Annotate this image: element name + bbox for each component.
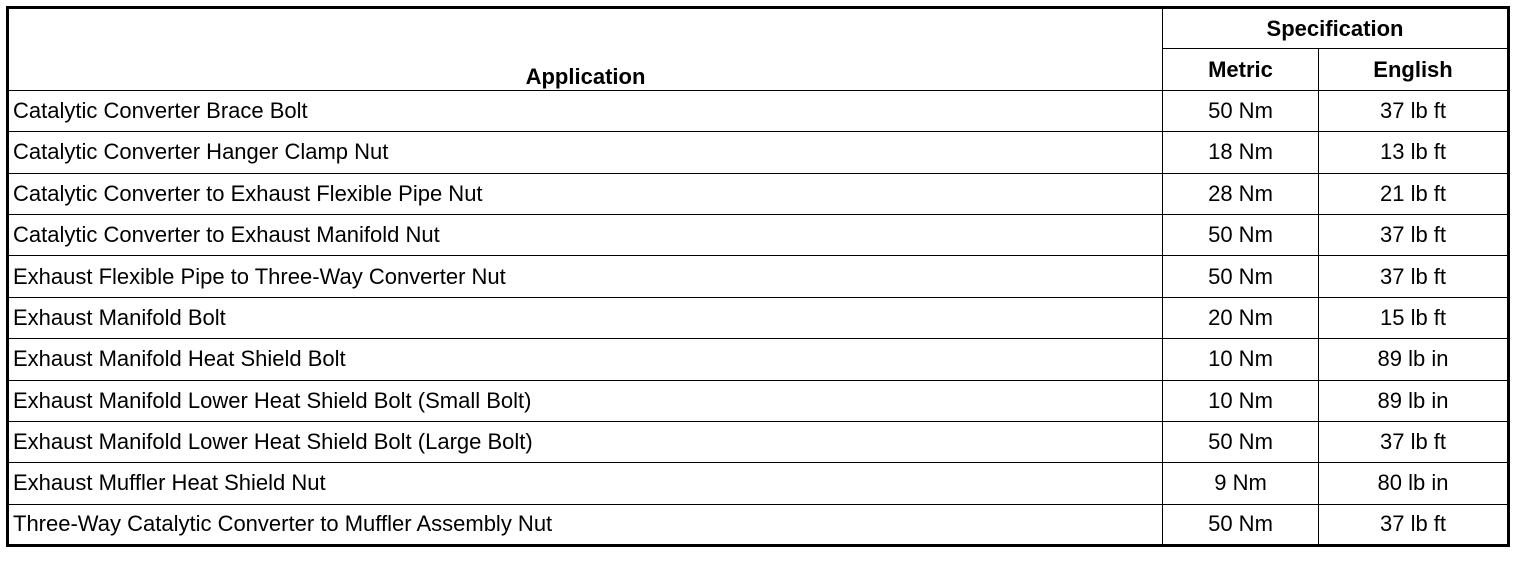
table-row [8, 297, 1509, 338]
table-row [8, 132, 1509, 173]
application-cell: Exhaust Muffler Heat Shield Nut [8, 463, 1163, 504]
metric-cell: 28 Nm [1163, 173, 1319, 214]
english-cell: 80 lb in [1319, 463, 1509, 504]
table-row [8, 173, 1509, 214]
metric-cell: 10 Nm [1163, 380, 1319, 421]
application-header: Application [8, 8, 1163, 91]
metric-cell: 50 Nm [1163, 421, 1319, 462]
header-row-top [8, 8, 1509, 49]
english-cell: 13 lb ft [1319, 132, 1509, 173]
table-row [8, 90, 1509, 131]
metric-cell: 18 Nm [1163, 132, 1319, 173]
table-row [8, 339, 1509, 380]
application-cell: Exhaust Manifold Heat Shield Bolt [8, 339, 1163, 380]
application-cell: Three-Way Catalytic Converter to Muffler Assembly Nut [8, 504, 1163, 545]
english-header: English [1319, 49, 1509, 90]
english-cell: 37 lb ft [1319, 90, 1509, 131]
table-row [8, 214, 1509, 255]
table-row [8, 256, 1509, 297]
application-cell: Catalytic Converter Brace Bolt [8, 90, 1163, 131]
metric-cell: 9 Nm [1163, 463, 1319, 504]
application-cell: Exhaust Manifold Bolt [8, 297, 1163, 338]
application-cell: Catalytic Converter to Exhaust Manifold Nut [8, 214, 1163, 255]
metric-cell: 10 Nm [1163, 339, 1319, 380]
english-cell: 37 lb ft [1319, 421, 1509, 462]
table-row [8, 380, 1509, 421]
application-cell: Exhaust Manifold Lower Heat Shield Bolt (Large Bolt) [8, 421, 1163, 462]
english-cell: 15 lb ft [1319, 297, 1509, 338]
torque-spec-table [6, 6, 1510, 547]
application-cell: Exhaust Manifold Lower Heat Shield Bolt (Small Bolt) [8, 380, 1163, 421]
table-row [8, 504, 1509, 545]
application-cell: Catalytic Converter Hanger Clamp Nut [8, 132, 1163, 173]
specification-header: Specification [1163, 8, 1509, 49]
english-cell: 89 lb in [1319, 339, 1509, 380]
english-cell: 37 lb ft [1319, 214, 1509, 255]
metric-cell: 50 Nm [1163, 504, 1319, 545]
english-cell: 21 lb ft [1319, 173, 1509, 214]
english-cell: 37 lb ft [1319, 504, 1509, 545]
metric-cell: 50 Nm [1163, 214, 1319, 255]
metric-header: Metric [1163, 49, 1319, 90]
application-cell: Catalytic Converter to Exhaust Flexible Pipe Nut [8, 173, 1163, 214]
english-cell: 89 lb in [1319, 380, 1509, 421]
metric-cell: 50 Nm [1163, 90, 1319, 131]
english-cell: 37 lb ft [1319, 256, 1509, 297]
metric-cell: 50 Nm [1163, 256, 1319, 297]
table-row [8, 463, 1509, 504]
application-cell: Exhaust Flexible Pipe to Three-Way Converter Nut [8, 256, 1163, 297]
metric-cell: 20 Nm [1163, 297, 1319, 338]
table-row [8, 421, 1509, 462]
